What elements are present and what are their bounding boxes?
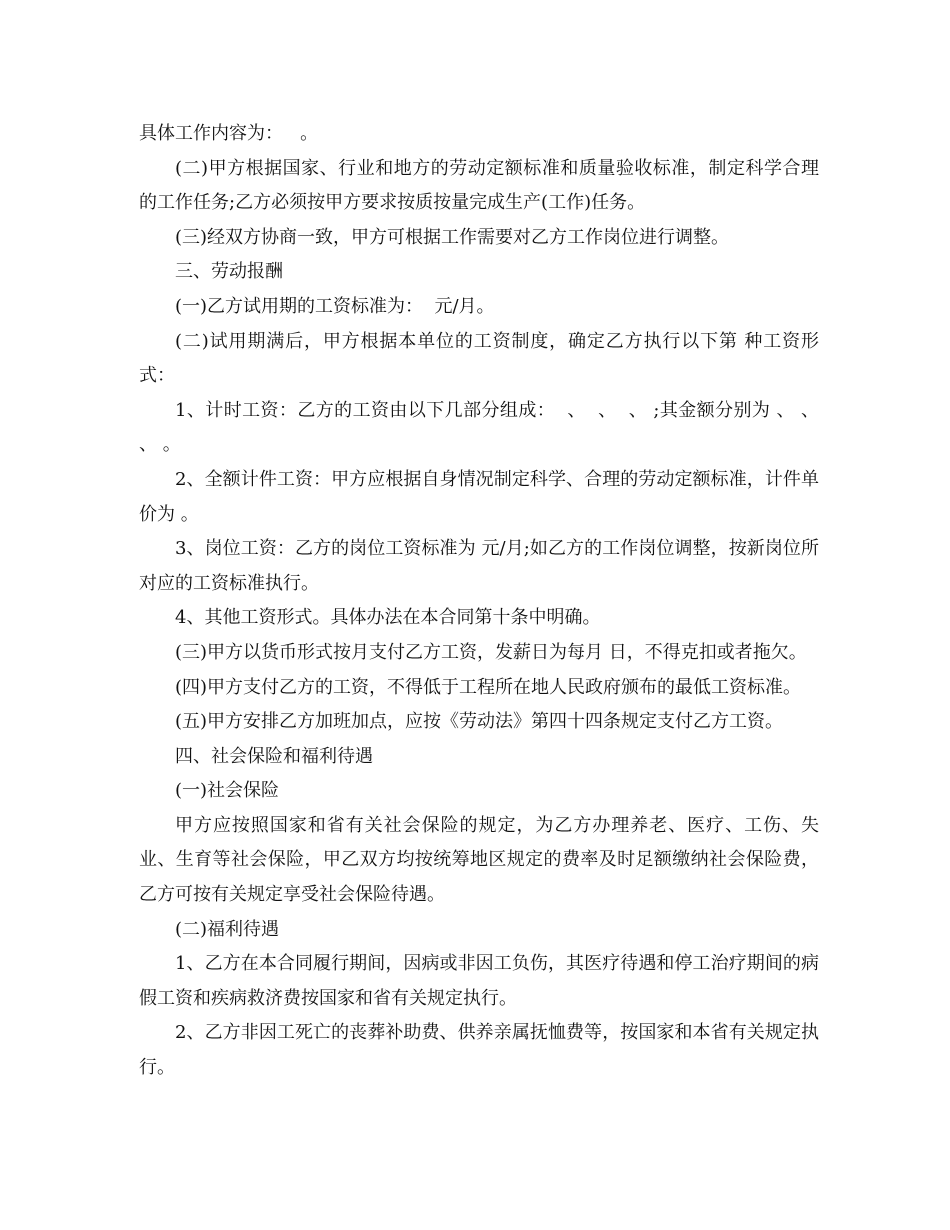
- subheading-4-1: (一)社会保险: [175, 780, 280, 802]
- paragraph-3-3: (三)甲方以货币形式按月支付乙方工资，发薪日为每月 日，不得克扣或者拖欠。: [175, 641, 807, 663]
- paragraph-3-2-item-1: 1、计时工资：乙方的工资由以下几部分组成： 、 、 、 ;其金额分别为 、 、 、 。: [139, 399, 825, 456]
- paragraph-3-2-item-3: 3、岗位工资：乙方的岗位工资标准为 元/月;如乙方的工作岗位调整，按新岗位所对应的工资标准执行。: [139, 538, 819, 594]
- paragraph-work-content: 具体工作内容为： 。: [139, 123, 319, 144]
- section-heading-remuneration: 三、劳动报酬: [175, 261, 283, 283]
- paragraph-4-1-body: 甲方应按照国家和省有关社会保险的规定，为乙方办理养老、医疗、工伤、失业、生育等社会保险，甲乙双方均按统筹地区规定的费率及时足额缴纳社会保险费，乙方可按有关规定享受社会保险待遇。: [139, 814, 819, 906]
- paragraph-3-5: (五)甲方安排乙方加班加点，应按《劳动法》第四十四条规定支付乙方工资。: [175, 711, 784, 733]
- paragraph-3-2: (二)试用期满后，甲方根据本单位的工资制度，确定乙方执行以下第 种工资形式：: [139, 330, 819, 387]
- paragraph-4-2-item-1: 1、乙方在本合同履行期间，因病或非因工负伤，其医疗待遇和停工治疗期间的病假工资和疾病救济费按国家和省有关规定执行。: [139, 953, 819, 1009]
- paragraph-4-2-item-2: 2、乙方非因工死亡的丧葬补助费、供养亲属抚恤费等，按国家和本省有关规定执行。: [139, 1022, 819, 1079]
- subheading-4-2: (二)福利待遇: [175, 918, 280, 940]
- paragraph-3-2-item-2: 2、全额计件工资：甲方应根据自身情况制定科学、合理的劳动定额标准，计件单价为 。: [139, 468, 819, 525]
- document-body: [139, 117, 825, 1086]
- paragraph-3-1: (一)乙方试用期的工资标准为： 元/月。: [175, 295, 495, 317]
- section-heading-social-insurance: 四、社会保险和福利待遇: [175, 745, 373, 767]
- paragraph-3-4: (四)甲方支付乙方的工资，不得低于工程所在地人民政府颁布的最低工资标准。: [175, 676, 802, 698]
- paragraph-2-2: (二)甲方根据国家、行业和地方的劳动定额标准和质量验收标准，制定科学合理的工作任务;乙方必须按甲方要求按质按量完成生产(工作)任务。: [139, 157, 819, 214]
- paragraph-2-3: (三)经双方协商一致，甲方可根据工作需要对乙方工作岗位进行调整。: [175, 226, 730, 248]
- paragraph-3-2-item-4: 4、其他工资形式。具体办法在本合同第十条中明确。: [175, 607, 601, 629]
